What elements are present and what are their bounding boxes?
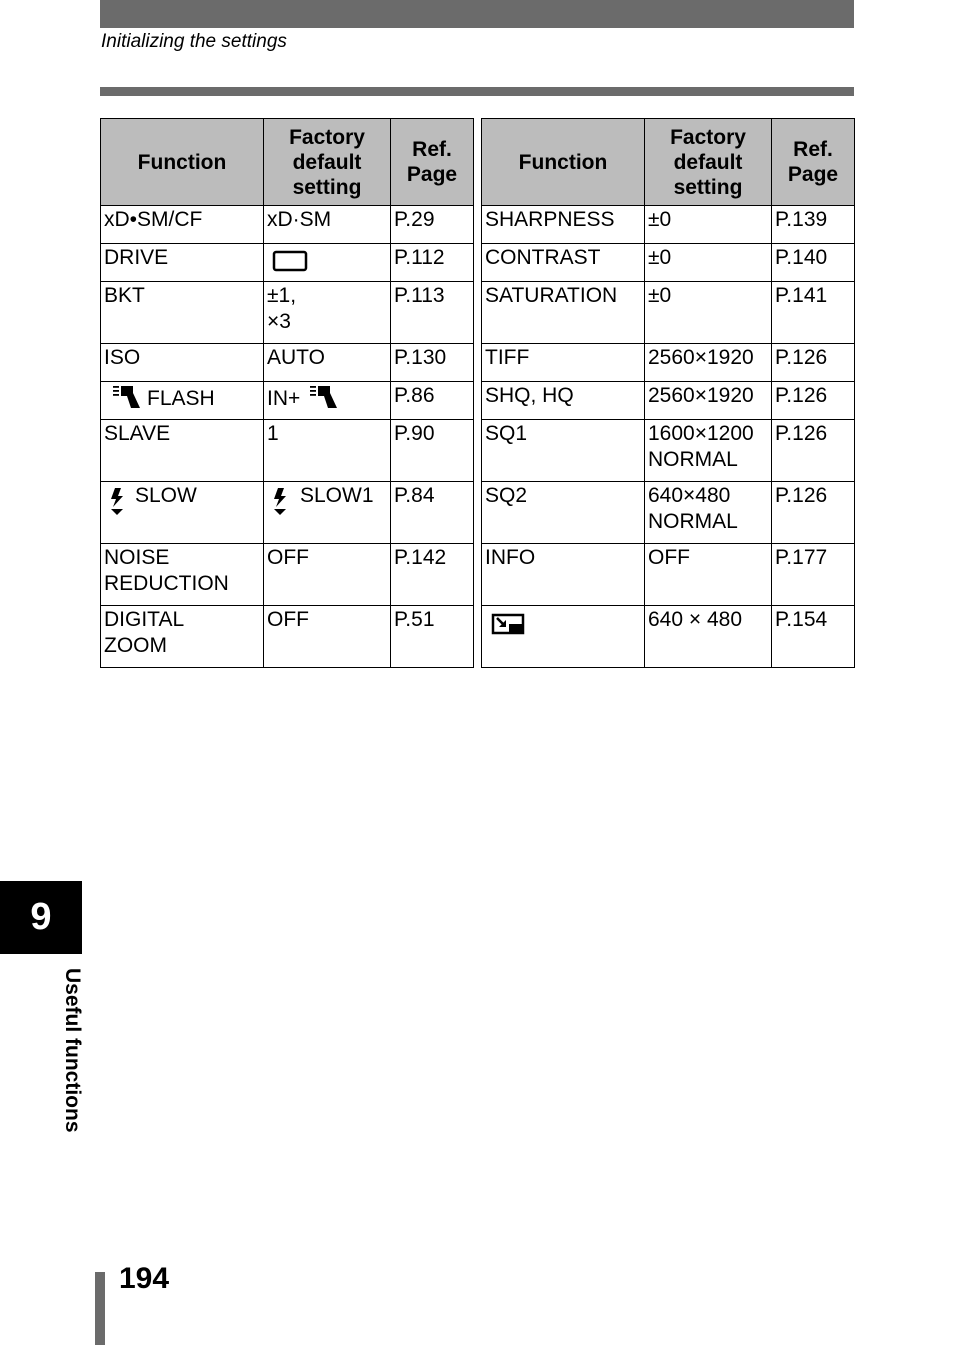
cell-factory — [264, 244, 391, 282]
table-row — [482, 544, 855, 606]
table-row — [482, 420, 855, 482]
chapter-label-text: Useful functions — [61, 968, 84, 1133]
cell-ref: P.29 — [391, 206, 474, 244]
cell-ref: P.84 — [391, 482, 474, 544]
cell-ref: P.140 — [772, 244, 855, 282]
cell-factory-label: SLOW1 — [300, 484, 374, 507]
single-frame-icon — [272, 249, 308, 280]
cell-factory: 1600×1200 NORMAL — [645, 420, 772, 482]
header-bar — [100, 0, 854, 28]
table-row — [101, 244, 474, 282]
cell-factory: ±0 — [645, 206, 772, 244]
cell-ref: P.86 — [391, 382, 474, 420]
cell-function: CONTRAST — [482, 244, 645, 282]
cell-factory — [264, 382, 391, 420]
column-header-function: Function — [101, 119, 264, 206]
table-row — [101, 344, 474, 382]
resize-icon — [491, 613, 525, 642]
page-number-bar — [95, 1272, 105, 1345]
table-row — [482, 282, 855, 344]
table-row — [482, 244, 855, 282]
table-row — [101, 544, 474, 606]
cell-function-label: SLOW — [135, 484, 197, 507]
chapter-number-tab: 9 — [0, 881, 82, 954]
table-row — [101, 606, 474, 668]
cell-ref: P.126 — [772, 344, 855, 382]
settings-table-right — [481, 118, 855, 668]
cell-ref: P.113 — [391, 282, 474, 344]
cell-function — [101, 482, 264, 544]
cell-factory: 640×480 NORMAL — [645, 482, 772, 544]
cell-ref: P.51 — [391, 606, 474, 668]
column-header-factory: Factory default setting — [645, 119, 772, 206]
external-flash-icon — [306, 383, 340, 416]
chapter-label — [54, 968, 84, 1168]
table-row — [482, 382, 855, 420]
cell-factory: 2560×1920 — [645, 382, 772, 420]
cell-function: SLAVE — [101, 420, 264, 482]
cell-ref: P.126 — [772, 482, 855, 544]
cell-ref: P.90 — [391, 420, 474, 482]
cell-ref: P.126 — [772, 382, 855, 420]
column-header-ref: Ref. Page — [391, 119, 474, 206]
cell-factory: ±1, ×3 — [264, 282, 391, 344]
cell-function-label: FLASH — [147, 387, 215, 411]
page-number: 194 — [119, 1262, 170, 1295]
cell-function: SQ1 — [482, 420, 645, 482]
cell-factory-label: IN+ — [267, 387, 301, 411]
settings-table-left — [100, 118, 474, 668]
cell-factory: ±0 — [645, 282, 772, 344]
cell-factory: 2560×1920 — [645, 344, 772, 382]
cell-ref: P.139 — [772, 206, 855, 244]
cell-function: SHARPNESS — [482, 206, 645, 244]
cell-function: SHQ, HQ — [482, 382, 645, 420]
cell-factory — [264, 482, 391, 544]
header-rule — [100, 87, 854, 96]
cell-function: NOISE REDUCTION — [101, 544, 264, 606]
cell-function: xD•SM/CF — [101, 206, 264, 244]
cell-ref: P.130 — [391, 344, 474, 382]
table-row — [101, 282, 474, 344]
flash-icon — [272, 487, 288, 522]
table-row — [482, 344, 855, 382]
cell-factory: AUTO — [264, 344, 391, 382]
cell-function: SQ2 — [482, 482, 645, 544]
cell-ref: P.112 — [391, 244, 474, 282]
cell-function: INFO — [482, 544, 645, 606]
table-row — [482, 606, 855, 668]
external-flash-icon — [109, 383, 143, 416]
cell-function — [482, 606, 645, 668]
table-row — [482, 482, 855, 544]
cell-function: ISO — [101, 344, 264, 382]
flash-icon — [109, 487, 125, 522]
cell-ref: P.177 — [772, 544, 855, 606]
cell-function — [101, 382, 264, 420]
cell-factory: 1 — [264, 420, 391, 482]
cell-function: SATURATION — [482, 282, 645, 344]
cell-ref: P.141 — [772, 282, 855, 344]
cell-function: DIGITAL ZOOM — [101, 606, 264, 668]
table-row — [101, 382, 474, 420]
cell-ref: P.154 — [772, 606, 855, 668]
cell-factory: 640 × 480 — [645, 606, 772, 668]
cell-factory: xD·SM — [264, 206, 391, 244]
cell-factory: OFF — [264, 544, 391, 606]
table-row — [101, 482, 474, 544]
cell-factory: ±0 — [645, 244, 772, 282]
table-row — [101, 420, 474, 482]
cell-factory: OFF — [645, 544, 772, 606]
cell-function: DRIVE — [101, 244, 264, 282]
column-header-function: Function — [482, 119, 645, 206]
cell-function: BKT — [101, 282, 264, 344]
section-title: Initializing the settings — [101, 31, 287, 52]
column-header-ref: Ref. Page — [772, 119, 855, 206]
cell-function: TIFF — [482, 344, 645, 382]
cell-ref: P.126 — [772, 420, 855, 482]
column-header-factory: Factory default setting — [264, 119, 391, 206]
cell-factory: OFF — [264, 606, 391, 668]
cell-ref: P.142 — [391, 544, 474, 606]
table-row — [101, 206, 474, 244]
table-row — [482, 206, 855, 244]
